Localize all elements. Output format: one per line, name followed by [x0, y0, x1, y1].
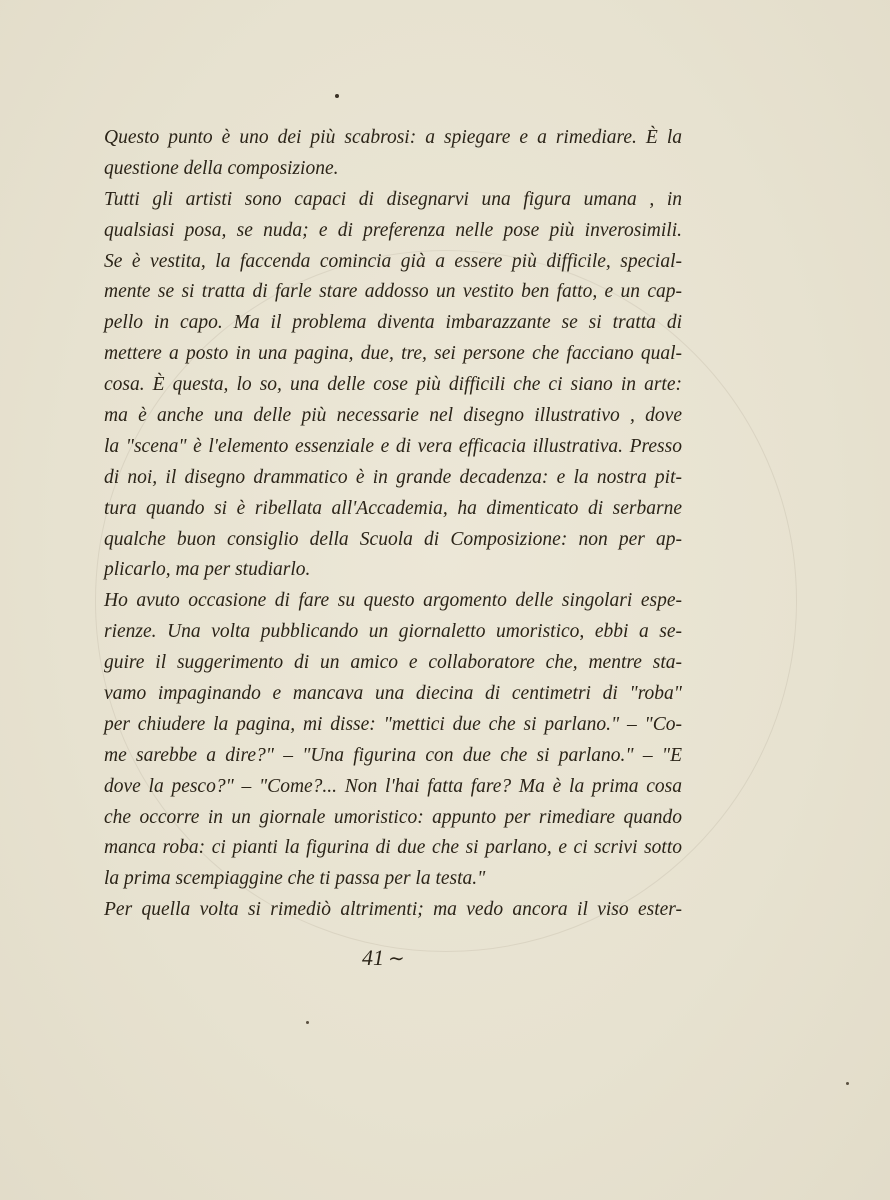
text-line: qualsiasi posa, se nuda; e di preferenza nelle pose più inverosimili. [104, 219, 682, 241]
text-line: Ho avuto occasione di fare su questo argomento delle singolari espe- [104, 590, 682, 612]
text-line: per chiudere la pagina, mi disse: "mettici due che si parlano." – "Co- [104, 713, 682, 735]
text-line: che occorre in un giornale umoristico: appunto per rimediare quando [104, 806, 682, 828]
text-line: mettere a posto in una pagina, due, tre, sei persone che facciano qual- [104, 343, 682, 365]
paper-speck [846, 1082, 849, 1085]
text-line: questione della composizione. [104, 157, 339, 179]
text-line: qualche buon consiglio della Scuola di Composizione: non per ap- [104, 528, 682, 550]
text-line: manca roba: ci pianti la figurina di due che si parlano, e ci scrivi sotto [104, 837, 682, 859]
text-line: la prima scempiaggine che ti passa per la testa." [104, 868, 486, 890]
body-text [104, 123, 682, 926]
text-line: ma è anche una delle più necessarie nel disegno illustrativo , dove [104, 405, 682, 427]
text-line: guire il suggerimento di un amico e collaboratore che, mentre sta- [104, 652, 682, 674]
page-number-value: 41 [362, 945, 384, 970]
text-line: la "scena" è l'elemento essenziale e di vera efficacia illustrativa. Presso [104, 435, 682, 457]
text-line: Se è vestita, la faccenda comincia già a essere più difficile, special- [104, 250, 682, 272]
flourish-ornament: ∼ [388, 948, 405, 970]
text-line: me sarebbe a dire?" – "Una figurina con due che si parlano." – "E [104, 744, 682, 766]
page-number [362, 945, 405, 971]
text-line: cosa. È questa, lo so, una delle cose più difficili che ci siano in arte: [104, 374, 682, 396]
text-line: rienze. Una volta pubblicando un giornaletto umoristico, ebbi a se- [104, 621, 682, 643]
text-line: tura quando si è ribellata all'Accademia, ha dimenticato di serbarne [104, 497, 682, 519]
text-line: di noi, il disegno drammatico è in grande decadenza: e la nostra pit- [104, 466, 682, 488]
text-line: Questo punto è uno dei più scabrosi: a spiegare e a rimediare. È la [104, 127, 682, 148]
text-line: dove la pesco?" – "Come?... Non l'hai fatta fare? Ma è la prima cosa [104, 775, 682, 797]
paper-speck [306, 1021, 309, 1024]
text-line: plicarlo, ma per studiarlo. [104, 559, 311, 581]
text-line: vamo impaginando e mancava una diecina di centimetri di "roba" [104, 683, 682, 705]
text-line: pello in capo. Ma il problema diventa imbarazzante se si tratta di [104, 312, 682, 334]
text-line: Per quella volta si rimediò altrimenti; ma vedo ancora il viso ester- [104, 899, 682, 921]
text-line: Tutti gli artisti sono capaci di disegnarvi una figura umana , in [104, 188, 682, 210]
text-line: mente se si tratta di farle stare addosso un vestito ben fatto, e un cap- [104, 281, 682, 303]
ornament-dot [335, 94, 339, 98]
